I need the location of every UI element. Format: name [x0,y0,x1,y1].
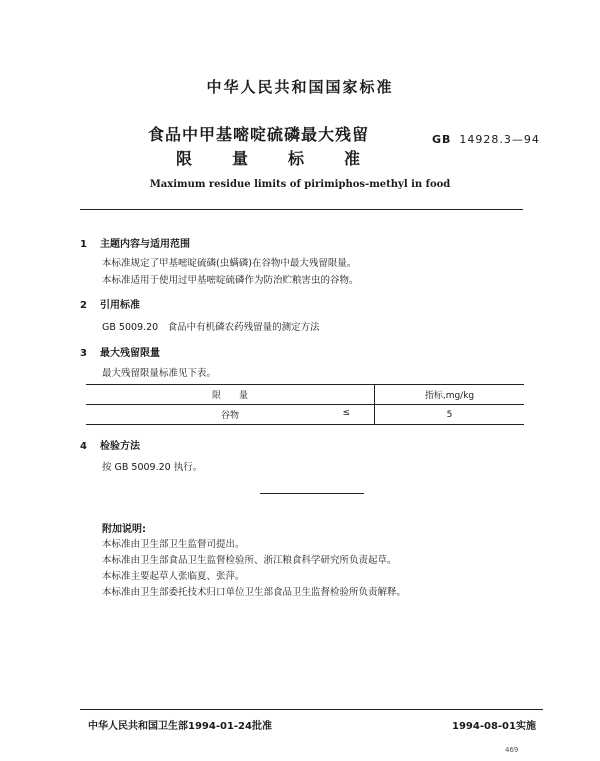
column-header-value: 指标,mg/kg [375,385,525,405]
english-title: Maximum residue limits of pirimiphos-methyl in food [149,179,451,190]
section-2-heading [80,296,140,311]
section-2-paragraph: GB 5009.20 食品中有机磷农药残留量的测定方法 [102,322,320,333]
appendix-line: 本标准由卫生部卫生监督司提出。 [102,539,245,550]
document-title-line1: 食品中甲基嘧啶硫磷最大残留 [148,125,370,144]
table-row [86,405,524,425]
page-number: 469 [505,746,519,754]
section-title: 检验方法 [100,441,140,452]
table-cell-food [86,405,375,425]
section-1-paragraph: 本标准规定了甲基嘧啶硫磷(虫螨磷)在谷物中最大残留限量。 [102,258,357,269]
title-char: 准 [343,149,360,168]
title-char: 标 [287,149,304,168]
table-cell-value: 5 [375,405,525,425]
section-title: 最大残留限量 [100,348,160,359]
appendix-line: 本标准由卫生部食品卫生监督检验所、浙江粮食科学研究所负责起草。 [102,555,397,566]
title-char: 限 [176,149,193,168]
implementation-line: 1994-08-01实施 [452,721,536,732]
section-title: 主题内容与适用范围 [100,239,190,250]
approval-line: 中华人民共和国卫生部1994-01-24批准 [88,721,272,732]
national-standard-heading: 中华人民共和国国家标准 [206,78,394,96]
appendix-title: 附加说明: [102,524,146,535]
gb-standard-code [432,133,540,146]
document-title-line2 [176,146,360,169]
section-1-heading [80,235,190,250]
section-3-paragraph: 最大残留限量标准见下表。 [102,368,217,379]
section-number: 4 [80,441,87,452]
section-3-heading [80,344,160,359]
section-number: 2 [80,300,87,311]
gb-prefix: GB [432,133,452,146]
footer-divider [80,709,543,710]
section-number: 3 [80,348,87,359]
section-1-paragraph: 本标准适用于使用过甲基嘧啶硫磷作为防治贮粮害虫的谷物。 [102,275,359,286]
column-header-limit: 限 量 [86,385,375,405]
title-char: 量 [231,149,248,168]
section-title: 引用标准 [100,300,140,311]
residue-limit-table [86,384,524,425]
appendix-line: 本标准主要起草人张临夏、张萍。 [102,571,245,582]
section-number: 1 [80,239,87,250]
table-header-row [86,385,524,405]
gb-number: 14928.3—94 [459,133,540,146]
header-divider [80,209,523,210]
less-equal-operator: ≤ [342,408,350,418]
food-name: 谷物 [220,411,239,421]
appendix-line: 本标准由卫生部委托技术归口单位卫生部食品卫生监督检验所负责解释。 [102,587,407,598]
section-4-heading [80,437,140,452]
section-4-paragraph: 按 GB 5009.20 执行。 [102,462,203,473]
end-of-text-rule [260,493,364,494]
